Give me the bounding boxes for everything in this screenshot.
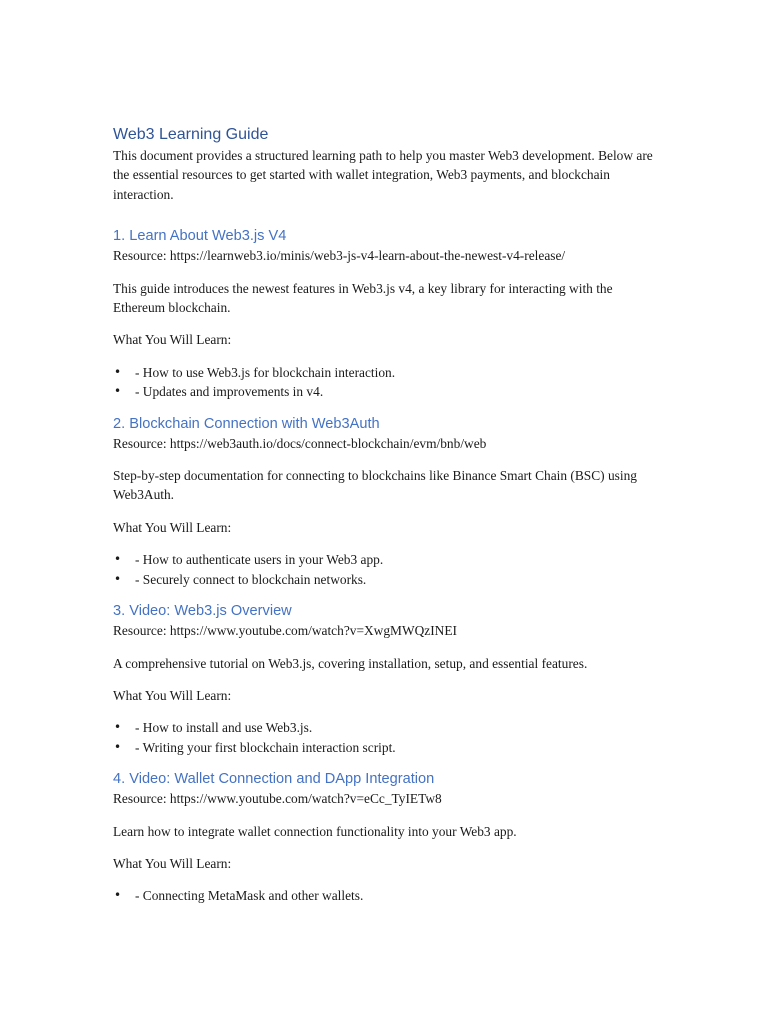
section-heading: 3. Video: Web3.js Overview — [113, 603, 292, 620]
resource-link[interactable]: Resource: https://www.youtube.com/watch?v=eCc_TyIETw8 — [113, 791, 442, 807]
section-heading: 1. Learn About Web3.js V4 — [113, 228, 287, 245]
list-item — [113, 363, 658, 382]
section-wallet-video — [113, 769, 658, 906]
bullet-icon: • — [114, 384, 122, 399]
document-content — [113, 124, 658, 906]
learn-list — [113, 886, 658, 905]
learn-label: What You Will Learn: — [113, 855, 232, 871]
list-item-text: - Writing your first blockchain interaction script. — [135, 739, 396, 755]
section-description: Learn how to integrate wallet connection functionality into your Web3 app. — [113, 823, 517, 839]
learn-list — [113, 550, 658, 589]
list-item — [113, 382, 658, 401]
section-description: A comprehensive tutorial on Web3.js, covering installation, setup, and essential features. — [113, 655, 588, 671]
list-item — [113, 886, 658, 905]
list-item — [113, 570, 658, 589]
bullet-icon: • — [114, 888, 122, 903]
list-item — [113, 718, 658, 737]
bullet-icon: • — [114, 552, 122, 567]
bullet-icon: • — [114, 720, 122, 735]
bullet-icon: • — [114, 364, 122, 379]
section-heading: 4. Video: Wallet Connection and DApp Integration — [113, 771, 435, 788]
learn-list — [113, 718, 658, 757]
list-item-text: - Securely connect to blockchain networks. — [135, 571, 367, 587]
list-item-text: - How to install and use Web3.js. — [135, 720, 313, 736]
intro-paragraph: This document provides a structured learning path to help you master Web3 development. Below are the essential resources to get started with wallet integration, Web3 payments, and blockchain interaction. — [113, 148, 653, 202]
section-web3js-v4 — [113, 226, 658, 401]
list-item-text: - Updates and improvements in v4. — [135, 384, 324, 400]
list-item-text: - How to authenticate users in your Web3 app. — [135, 552, 384, 568]
section-web3js-video — [113, 601, 658, 757]
section-web3auth — [113, 414, 658, 589]
list-item — [113, 550, 658, 569]
section-description: Step-by-step documentation for connecting to blockchains like Binance Smart Chain (BSC) using Web3Auth. — [113, 468, 637, 503]
resource-link[interactable]: Resource: https://web3auth.io/docs/connect-blockchain/evm/bnb/web — [113, 435, 487, 451]
learn-list — [113, 363, 658, 402]
list-item-text: - Connecting MetaMask and other wallets. — [135, 888, 364, 904]
section-heading: 2. Blockchain Connection with Web3Auth — [113, 415, 380, 432]
bullet-icon: • — [114, 571, 122, 586]
learn-label: What You Will Learn: — [113, 332, 232, 348]
learn-label: What You Will Learn: — [113, 519, 232, 535]
resource-link[interactable]: Resource: https://www.youtube.com/watch?v=XwgMWQzINEI — [113, 623, 457, 639]
list-item — [113, 738, 658, 757]
list-item-text: - How to use Web3.js for blockchain interaction. — [135, 364, 396, 380]
learn-label: What You Will Learn: — [113, 687, 232, 703]
bullet-icon: • — [114, 739, 122, 754]
section-description: This guide introduces the newest features in Web3.js v4, a key library for interacting with the Ethereum blockchain. — [113, 280, 613, 316]
document-title: Web3 Learning Guide — [113, 126, 269, 143]
resource-link[interactable]: Resource: https://learnweb3.io/minis/web3-js-v4-learn-about-the-newest-v4-release/ — [113, 248, 566, 264]
